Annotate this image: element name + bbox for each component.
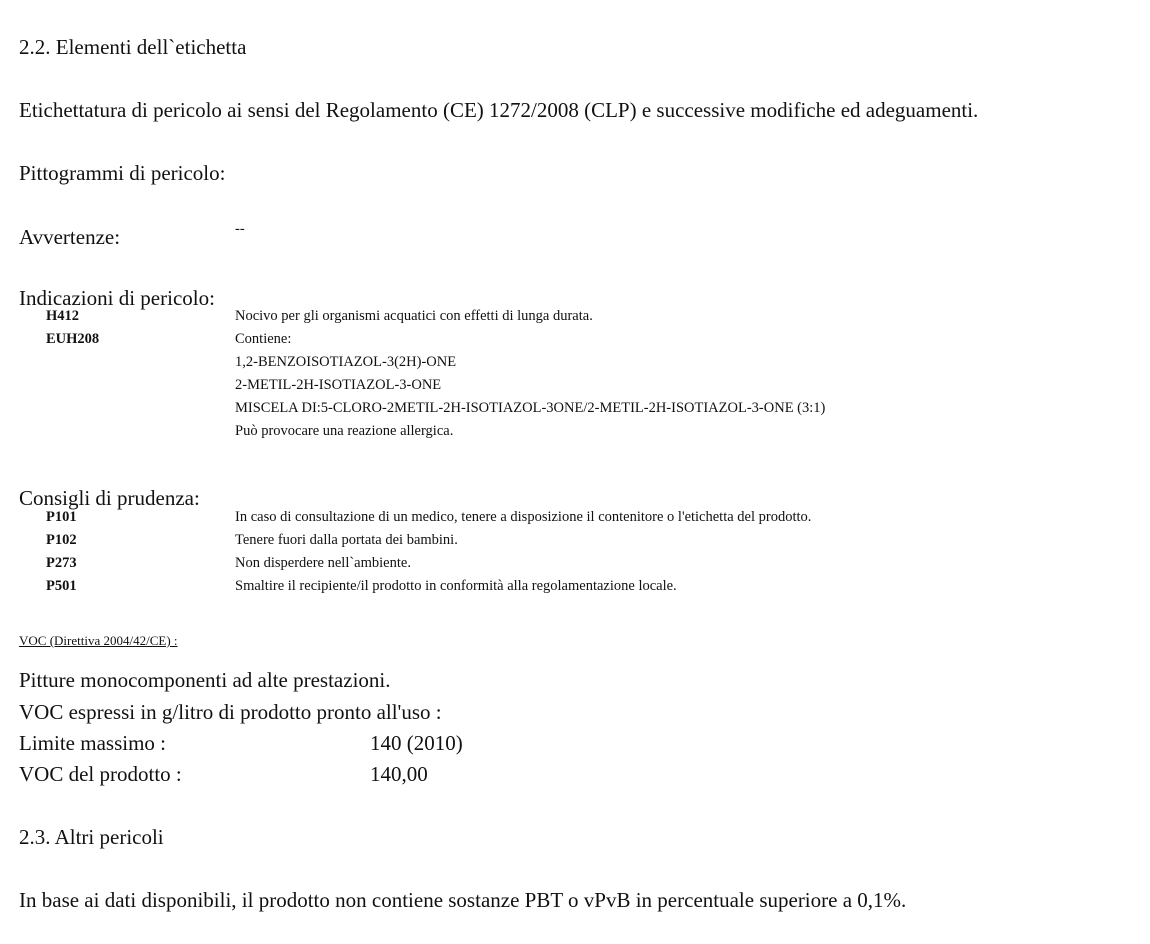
precaution-code: P101 [46, 509, 77, 525]
precautionary-statements-label: Consigli di prudenza: [19, 486, 200, 510]
voc-limit-label: Limite massimo : [19, 731, 166, 755]
hazard-text: MISCELA DI:5-CLORO-2METIL-2H-ISOTIAZOL-3ONE/2-METIL-2H-ISOTIAZOL-3-ONE (3:1) [235, 400, 826, 416]
section-heading-2-3: 2.3. Altri pericoli [19, 825, 164, 849]
hazard-text: Può provocare una reazione allergica. [235, 423, 454, 439]
voc-unit-note: VOC espressi in g/litro di prodotto pronto all'uso : [19, 700, 442, 724]
voc-product-label: VOC del prodotto : [19, 762, 182, 786]
clp-intro-text: Etichettatura di pericolo ai sensi del Regolamento (CE) 1272/2008 (CLP) e successive modifiche ed adeguamenti. [19, 98, 979, 122]
voc-category: Pitture monocomponenti ad alte prestazioni. [19, 668, 391, 692]
hazard-statements-label: Indicazioni di pericolo: [19, 286, 215, 310]
other-hazards-text: In base ai dati disponibili, il prodotto non contiene sostanze PBT o vPvB in percentuale superiore a 0,1%. [19, 888, 907, 912]
precaution-text: Smaltire il recipiente/il prodotto in conformità alla regolamentazione locale. [235, 578, 677, 594]
section-heading-2-2: 2.2. Elementi dell`etichetta [19, 35, 247, 59]
warnings-value: -- [235, 221, 245, 237]
hazard-text: Nocivo per gli organismi acquatici con effetti di lunga durata. [235, 308, 593, 324]
hazard-text: Contiene: [235, 331, 292, 347]
voc-directive-title: VOC (Direttiva 2004/42/CE) : [19, 633, 178, 648]
voc-limit-value: 140 (2010) [370, 731, 463, 755]
precaution-text: Non disperdere nell`ambiente. [235, 555, 411, 571]
precaution-code: P501 [46, 578, 77, 594]
voc-product-value: 140,00 [370, 762, 428, 786]
hazard-code: H412 [46, 308, 80, 324]
precaution-text: In caso di consultazione di un medico, tenere a disposizione il contenitore o l'etichetta del prodotto. [235, 509, 812, 525]
hazard-text: 2-METIL-2H-ISOTIAZOL-3-ONE [235, 377, 442, 393]
pictograms-label: Pittogrammi di pericolo: [19, 161, 226, 185]
warnings-label: Avvertenze: [19, 225, 121, 249]
precaution-text: Tenere fuori dalla portata dei bambini. [235, 532, 458, 548]
precaution-code: P102 [46, 532, 77, 548]
hazard-text: 1,2-BENZOISOTIAZOL-3(2H)-ONE [235, 354, 457, 370]
precaution-code: P273 [46, 555, 77, 571]
hazard-code: EUH208 [46, 331, 100, 347]
